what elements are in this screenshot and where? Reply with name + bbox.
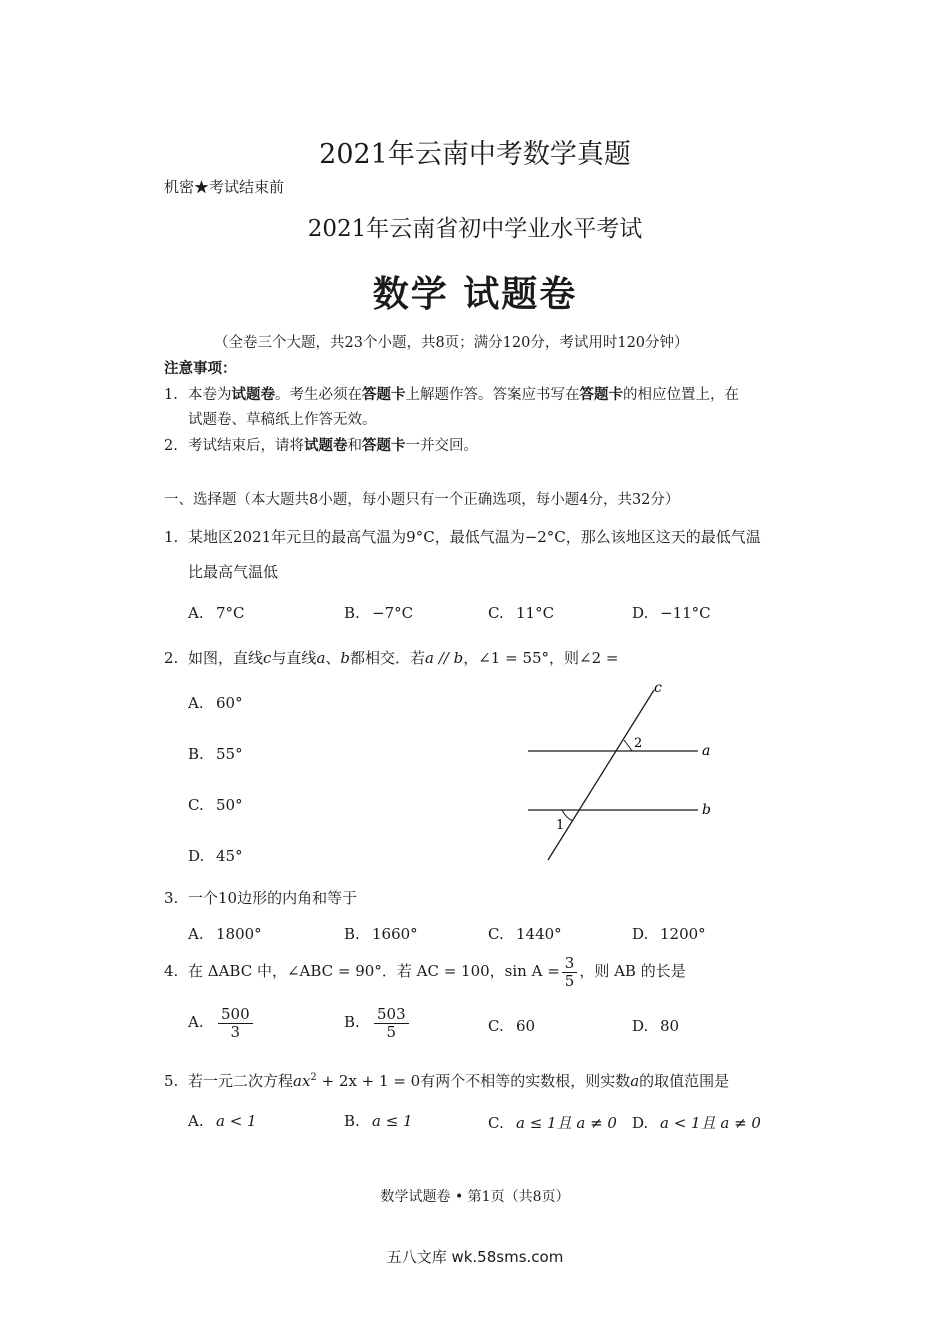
option-d [632, 1017, 679, 1035]
option-a [188, 1112, 257, 1130]
option-b [344, 1006, 411, 1040]
option-letter: C. [488, 1114, 504, 1132]
option-a [188, 1006, 255, 1040]
question-text: ，则 AB 的长是 [579, 962, 686, 980]
option-letter: A. [188, 925, 204, 943]
question-1 [164, 526, 761, 547]
question-text: 在 ΔABC 中，∠ABC = 90°．若 AC = 100，sin A = [188, 962, 560, 980]
option-c [488, 1017, 535, 1035]
option-value: 1660° [372, 925, 418, 943]
angle-2-arc [624, 740, 632, 751]
question-number: 1. [164, 528, 179, 546]
option-value: 1440° [516, 925, 562, 943]
question-text: 某地区2021年元旦的最高气温为9°C，最低气温为−2°C，那么该地区这天的最低气温 [188, 528, 761, 546]
option-letter: C. [488, 925, 504, 943]
label-angle-2: 2 [634, 736, 643, 751]
option-letter: B. [344, 1112, 360, 1130]
question-number: 5. [164, 1072, 179, 1090]
option-value: 60° [216, 694, 243, 712]
notice-text: 上解题作答。答案应书写在 [405, 387, 580, 403]
option-c [488, 604, 554, 622]
option-fraction [218, 1006, 253, 1040]
notice-number: 2. [164, 438, 178, 454]
paper-title: 数学 试题卷 [372, 273, 578, 315]
question-text: 都相交．若 [350, 649, 426, 667]
option-letter: D. [632, 1114, 649, 1132]
parallel-condition: a // b [425, 649, 464, 667]
option-letter: C. [488, 1017, 504, 1035]
option-letter: C. [188, 796, 204, 814]
question-text: 如图，直线 [188, 649, 264, 667]
option-fraction [374, 1006, 409, 1040]
question-3 [164, 887, 357, 908]
question-5 [164, 1070, 729, 1091]
option-value: 45° [216, 847, 243, 865]
var-c: c [263, 649, 272, 667]
parallel-lines-diagram [520, 676, 720, 866]
option-c [488, 1112, 617, 1133]
fraction-numerator: 500 [218, 1006, 253, 1024]
option-letter: B. [344, 604, 360, 622]
option-value: −11°C [660, 604, 711, 622]
label-a: a [702, 743, 711, 759]
question-4 [164, 955, 686, 989]
notice-heading: 注意事项： [164, 360, 237, 377]
notice-text: 的相应位置上，在 [623, 387, 739, 403]
option-a [188, 925, 262, 943]
section-heading: 一、选择题（本大题共8小题，每小题只有一个正确选项，每小题4分，共32分） [164, 492, 680, 508]
option-d [632, 604, 711, 622]
option-value: 11°C [516, 604, 555, 622]
fraction-3-5 [562, 955, 578, 989]
option-value: 60 [516, 1017, 536, 1035]
page-title: 2021年云南中考数学真题 [319, 139, 631, 170]
option-value: 80 [660, 1017, 680, 1035]
option-letter: B. [344, 925, 360, 943]
option-letter: A. [188, 1013, 204, 1031]
option-letter: D. [632, 925, 649, 943]
fraction-numerator: 503 [374, 1006, 409, 1024]
label-b: b [702, 802, 711, 818]
confidential-label: 机密★考试结束前 [164, 178, 285, 196]
var-a: a [316, 649, 326, 667]
option-b [188, 745, 243, 763]
option-value: 1200° [660, 925, 706, 943]
question-text: ，∠1 = 55°，则∠2 = [463, 649, 619, 667]
var-a: a [630, 1072, 640, 1090]
option-letter: B. [188, 745, 204, 763]
question-text: 、 [325, 649, 341, 667]
notice-item-1 [164, 383, 739, 404]
question-text: 有两个不相等的实数根，则实数 [420, 1072, 631, 1090]
option-value: 50° [216, 796, 243, 814]
line-c [548, 690, 654, 860]
option-b [344, 925, 418, 943]
option-d [632, 925, 706, 943]
question-text: 若一元二次方程 [188, 1072, 294, 1090]
question-text: 与直线 [271, 649, 317, 667]
question-2 [164, 647, 619, 668]
exam-title: 2021年云南省初中学业水平考试 [307, 216, 643, 242]
notice-text: 和 [347, 438, 362, 454]
fraction-denominator: 5 [386, 1022, 397, 1041]
option-letter: D. [188, 847, 205, 865]
notice-text: 考试结束后，请将 [188, 438, 304, 454]
option-value: 55° [216, 745, 243, 763]
option-value: a < 1且 a ≠ 0 [660, 1114, 761, 1132]
option-a [188, 604, 245, 622]
notice-bold: 试题卷 [304, 437, 348, 454]
notice-bold: 答题卡 [362, 437, 406, 454]
option-letter: C. [488, 604, 504, 622]
label-angle-1: 1 [556, 818, 565, 833]
question-number: 3. [164, 889, 179, 907]
option-c [188, 796, 243, 814]
option-b [344, 1112, 413, 1130]
label-c: c [654, 680, 662, 696]
notice-item-1-cont: 试题卷、草稿纸上作答无效。 [188, 412, 377, 428]
question-number: 2. [164, 649, 179, 667]
option-letter: A. [188, 694, 204, 712]
site-watermark: 五八文库 wk.58sms.com [386, 1248, 564, 1266]
question-1-cont: 比最高气温低 [188, 563, 279, 581]
fraction-numerator: 3 [562, 955, 578, 973]
option-letter: A. [188, 1112, 204, 1130]
page-footer: 数学试题卷 • 第1页（共8页） [380, 1189, 570, 1205]
notice-item-2 [164, 434, 478, 455]
option-letter: B. [344, 1013, 360, 1031]
notice-number: 1. [164, 387, 178, 403]
option-value: a ≤ 1且 a ≠ 0 [516, 1114, 617, 1132]
notice-text: 。考生必须在 [275, 387, 362, 403]
question-text: 的取值范围是 [639, 1072, 730, 1090]
question-number: 4. [164, 962, 179, 980]
paper-info: （全卷三个大题，共23个小题，共8页；满分120分，考试用时120分钟） [214, 335, 689, 351]
notice-text: 一并交回。 [405, 438, 478, 454]
notice-bold: 答题卡 [579, 386, 623, 403]
option-letter: A. [188, 604, 204, 622]
notice-bold: 试题卷 [231, 386, 275, 403]
fraction-denominator: 5 [564, 971, 575, 990]
option-c [488, 925, 562, 943]
equation-rest: + 2x + 1 = 0 [316, 1072, 421, 1090]
var-b: b [340, 649, 351, 667]
option-value: −7°C [372, 604, 414, 622]
equation-term: ax [293, 1072, 311, 1090]
option-value: 7°C [216, 604, 245, 622]
option-d [632, 1112, 761, 1133]
option-a [188, 694, 243, 712]
option-value: a < 1 [216, 1112, 257, 1130]
option-value: 1800° [216, 925, 262, 943]
option-d [188, 847, 243, 865]
question-text: 一个10边形的内角和等于 [188, 889, 358, 907]
fraction-denominator: 3 [230, 1022, 241, 1041]
option-value: a ≤ 1 [372, 1112, 413, 1130]
option-b [344, 604, 413, 622]
notice-text: 本卷为 [188, 387, 232, 403]
option-letter: D. [632, 604, 649, 622]
option-letter: D. [632, 1017, 649, 1035]
notice-bold: 答题卡 [362, 386, 406, 403]
equation-exponent: 2 [310, 1072, 317, 1083]
